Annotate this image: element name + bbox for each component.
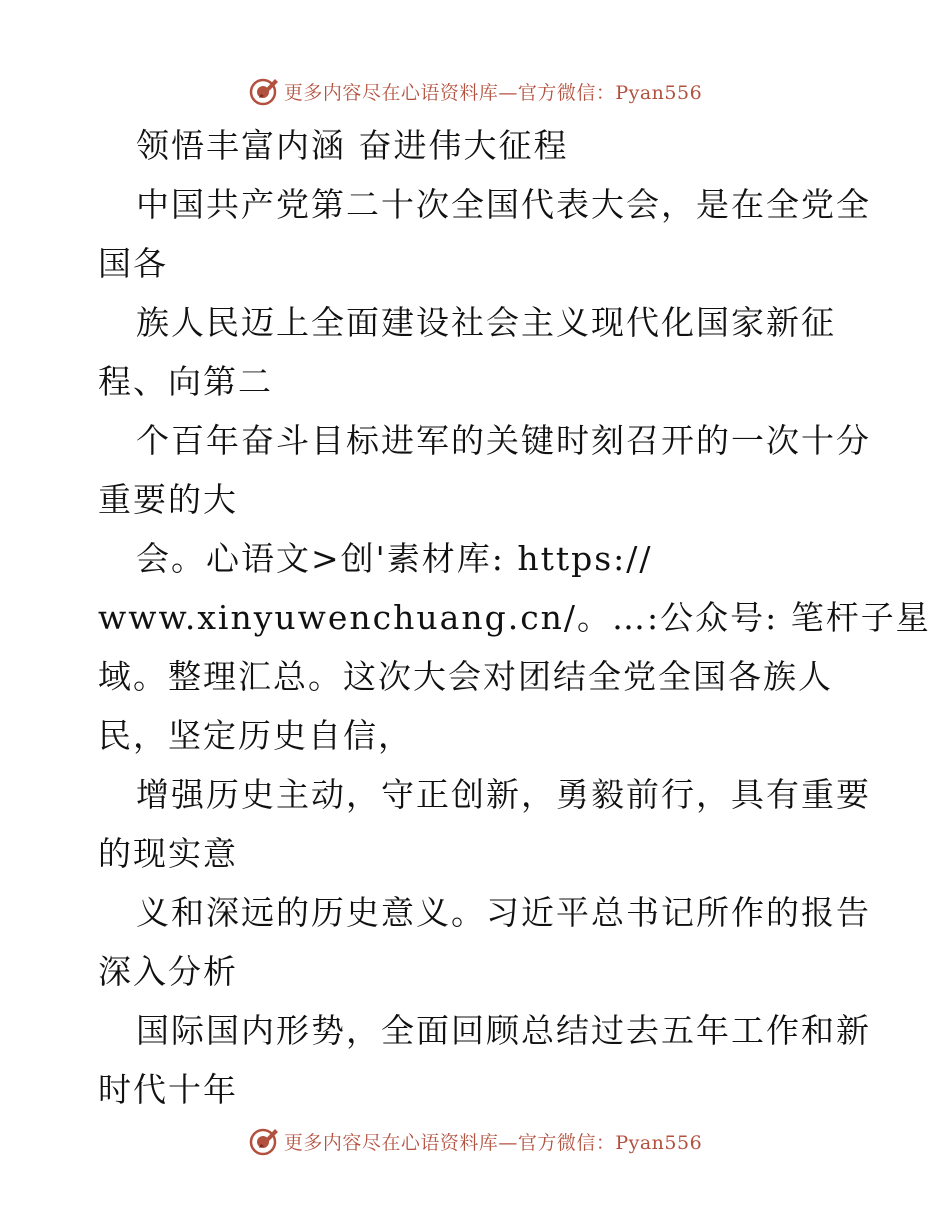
text-line: 国各 — [98, 244, 168, 283]
pen-seal-logo-icon — [248, 1125, 280, 1157]
text-line: www.xinyuwenchuang.cn/。…:公众号: 笔杆子星 — [98, 598, 931, 637]
text-line: 中国共产党第二十次全国代表大会，是在全党全 — [136, 185, 871, 224]
text-line: 程、向第二 — [98, 362, 273, 401]
pen-seal-logo-icon — [248, 75, 280, 107]
footer-banner — [0, 1121, 950, 1161]
document-body — [98, 116, 931, 1119]
text-line: 民，坚定历史自信， — [98, 716, 413, 755]
footer-banner-text: 更多内容尽在心语资料库—官方微信：Pyan556 — [283, 1131, 703, 1154]
header-banner — [0, 71, 950, 111]
header-banner-text: 更多内容尽在心语资料库—官方微信：Pyan556 — [283, 81, 703, 104]
text-line: 会。心语文>创'素材库: https:// — [136, 539, 653, 578]
text-line: 增强历史主动，守正创新，勇毅前行，具有重要 — [136, 775, 871, 814]
text-line: 国际国内形势，全面回顾总结过去五年工作和新 — [136, 1011, 871, 1050]
text-line: 个百年奋斗目标进军的关键时刻召开的一次十分 — [136, 421, 871, 460]
text-line: 族人民迈上全面建设社会主义现代化国家新征 — [136, 303, 836, 342]
text-line: 域。整理汇总。这次大会对团结全党全国各族人 — [98, 657, 833, 696]
text-line: 深入分析 — [98, 952, 238, 991]
text-line: 义和深远的历史意义。习近平总书记所作的报告 — [136, 893, 871, 932]
text-line: 的现实意 — [98, 834, 238, 873]
text-line: 重要的大 — [98, 480, 238, 519]
document-title: 领悟丰富内涵 奋进伟大征程 — [136, 126, 569, 165]
text-line: 时代十年 — [98, 1070, 238, 1109]
